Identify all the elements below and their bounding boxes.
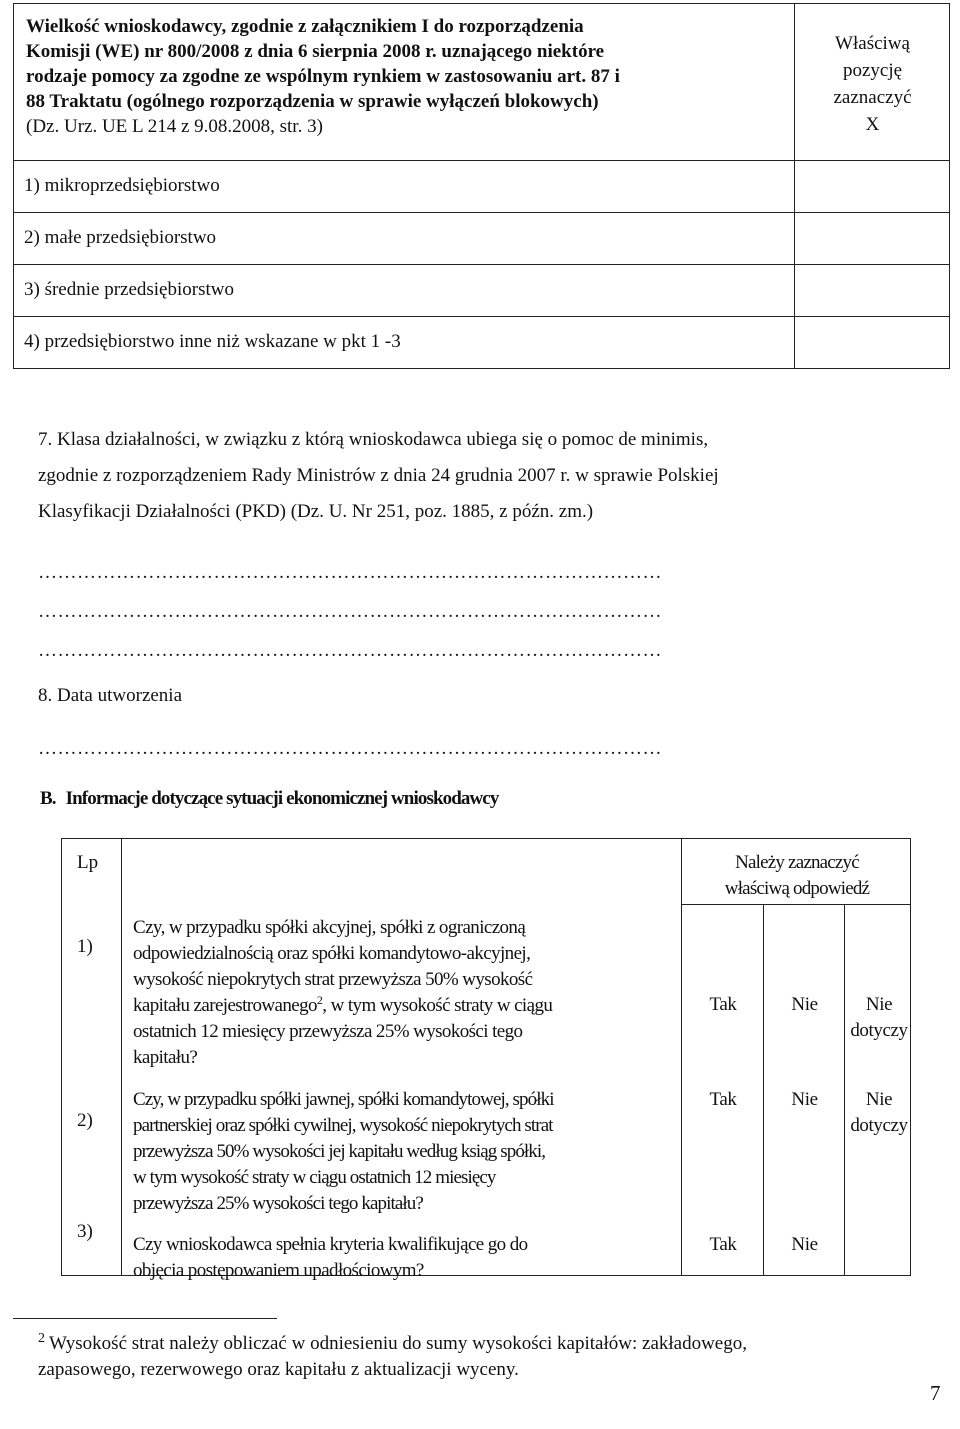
table-border bbox=[681, 838, 682, 1276]
mark-line: zaznaczyć bbox=[833, 87, 912, 108]
answer-yes-option[interactable]: Tak bbox=[709, 1089, 737, 1110]
na-line: Nie bbox=[865, 994, 893, 1015]
header-line: rodzaje pomocy za zgodne ze wspólnym rynkiem w zastosowaniu art. 87 i bbox=[26, 66, 620, 87]
question-text bbox=[133, 915, 641, 1071]
table-border bbox=[121, 838, 122, 1276]
mark-column-header bbox=[796, 30, 949, 138]
section-b-heading bbox=[40, 786, 498, 812]
na-line: dotyczy bbox=[850, 1020, 908, 1041]
header-line: Wielkość wnioskodawcy, zgodnie z załącznikiem I do rozporządzenia bbox=[26, 16, 584, 37]
na-line: Nie bbox=[865, 1089, 893, 1110]
question-line: Czy, w przypadku spółki jawnej, spółki komandytowej, spółki bbox=[133, 1089, 554, 1110]
company-size-table bbox=[13, 3, 950, 369]
question-line: odpowiedzialnością oraz spółki komandytowo-akcyjnej, bbox=[133, 943, 531, 964]
question-text bbox=[133, 1232, 641, 1284]
question-line-part: , w tym wysokość straty w ciągu bbox=[322, 995, 553, 1016]
section-b-title: Informacje dotyczące sytuacji ekonomicznej wnioskodawcy bbox=[65, 788, 499, 809]
column-divider bbox=[794, 4, 795, 368]
header-line: 88 Traktatu (ogólnego rozporządzenia w sprawie wyłączeń blokowych) bbox=[26, 91, 599, 112]
mark-line: X bbox=[865, 114, 880, 135]
table-border bbox=[681, 904, 911, 905]
mark-line: pozycję bbox=[842, 60, 903, 81]
answer-not-applicable-option[interactable] bbox=[831, 992, 927, 1044]
size-option-micro: 1) mikroprzedsiębiorstwo bbox=[24, 175, 220, 196]
section-7-line: zgodnie z rozporządzeniem Rady Ministrów z dnia 24 grudnia 2007 r. w sprawie Polskiej bbox=[38, 465, 719, 486]
size-option-other: 4) przedsiębiorstwo inne niż wskazane w pkt 1 -3 bbox=[24, 331, 401, 352]
table-border bbox=[681, 838, 911, 839]
answer-yes-option[interactable]: Tak bbox=[709, 1234, 737, 1255]
row-number: 3) bbox=[77, 1221, 93, 1242]
question-line: Czy, w przypadku spółki akcyjnej, spółki z ograniczoną bbox=[133, 917, 526, 938]
table-border bbox=[61, 838, 62, 1276]
lp-header: Lp bbox=[77, 852, 99, 873]
answer-no-option[interactable]: Nie bbox=[791, 1089, 818, 1110]
answer-not-applicable-option[interactable] bbox=[831, 1087, 927, 1139]
row-number: 2) bbox=[77, 1110, 93, 1131]
question-line-part: kapitału zarejestrowanego bbox=[133, 995, 317, 1016]
question-line: w tym wysokość straty w ciągu ostatnich 12 miesięcy bbox=[133, 1167, 496, 1188]
question-line bbox=[133, 993, 641, 1019]
row-number: 1) bbox=[77, 936, 93, 957]
footnote-number: 2 bbox=[38, 1331, 45, 1346]
size-option-small: 2) małe przedsiębiorstwo bbox=[24, 227, 217, 248]
fill-in-dots[interactable]: …………………………………………………………………………………… bbox=[38, 640, 662, 661]
section-b-letter: B. bbox=[40, 788, 56, 809]
mark-line: Właściwą bbox=[835, 33, 910, 54]
row-divider bbox=[14, 212, 949, 213]
question-line: Czy wnioskodawca spełnia kryteria kwalifikujące go do bbox=[133, 1234, 528, 1255]
answer-no-option[interactable]: Nie bbox=[791, 1234, 818, 1255]
fill-in-dots[interactable]: …………………………………………………………………………………… bbox=[38, 562, 662, 583]
footnote-separator bbox=[13, 1318, 277, 1319]
question-line: przewyższa 25% wysokości tego kapitału? bbox=[133, 1193, 423, 1214]
answer-no-option[interactable]: Nie bbox=[791, 994, 818, 1015]
footnote-line bbox=[38, 1331, 918, 1357]
footnote-line: zapasowego, rezerwowego oraz kapitału z aktualizacji wyceny. bbox=[38, 1359, 519, 1380]
question-line: kapitału? bbox=[133, 1047, 198, 1068]
question-line: partnerskiej oraz spółki cywilnej, wysokość niepokrytych strat bbox=[133, 1115, 553, 1136]
footnote-ref: 2 bbox=[316, 993, 323, 1007]
fill-in-dots[interactable]: …………………………………………………………………………………… bbox=[38, 601, 662, 622]
answer-header-line: Należy zaznaczyć bbox=[735, 852, 859, 873]
table-border bbox=[763, 904, 764, 1276]
header-line: Komisji (WE) nr 800/2008 z dnia 6 sierpnia 2008 r. uznającego niektóre bbox=[26, 41, 605, 62]
footnote bbox=[38, 1331, 918, 1383]
size-table-header bbox=[26, 14, 774, 139]
row-divider bbox=[14, 264, 949, 265]
question-text bbox=[133, 1087, 641, 1217]
economic-situation-table bbox=[61, 838, 911, 1283]
footnote-text: Wysokość strat należy obliczać w odniesieniu do sumy wysokości kapitałów: zakładowego, bbox=[49, 1333, 747, 1354]
date-fill-in-dots[interactable]: …………………………………………………………………………………… bbox=[38, 738, 662, 759]
section-8-label: 8. Data utworzenia bbox=[38, 685, 183, 706]
row-divider bbox=[14, 160, 949, 161]
size-option-medium: 3) średnie przedsiębiorstwo bbox=[24, 279, 234, 300]
section-7-line: 7. Klasa działalności, w związku z którą wnioskodawca ubiega się o pomoc de minimis, bbox=[38, 429, 709, 450]
row-divider bbox=[14, 316, 949, 317]
question-line: ostatnich 12 miesięcy przewyższa 25% wysokości tego bbox=[133, 1021, 523, 1042]
section-7-text bbox=[38, 422, 914, 530]
question-line: objęcia postępowaniem upadłościowym? bbox=[133, 1260, 424, 1281]
answer-header bbox=[683, 850, 911, 902]
na-line: dotyczy bbox=[850, 1115, 908, 1136]
question-line: wysokość niepokrytych strat przewyższa 50% wysokość bbox=[133, 969, 533, 990]
header-line: (Dz. Urz. UE L 214 z 9.08.2008, str. 3) bbox=[26, 116, 323, 137]
section-7-line: Klasyfikacji Działalności (PKD) (Dz. U. Nr 251, poz. 1885, z późn. zm.) bbox=[38, 501, 594, 522]
answer-header-line: właściwą odpowiedź bbox=[724, 878, 870, 899]
table-border bbox=[910, 838, 911, 1276]
page-number: 7 bbox=[930, 1381, 941, 1405]
question-line: przewyższa 50% wysokości jej kapitału według ksiąg spółki, bbox=[133, 1141, 546, 1162]
table-border bbox=[61, 838, 681, 839]
answer-yes-option[interactable]: Tak bbox=[709, 994, 737, 1015]
